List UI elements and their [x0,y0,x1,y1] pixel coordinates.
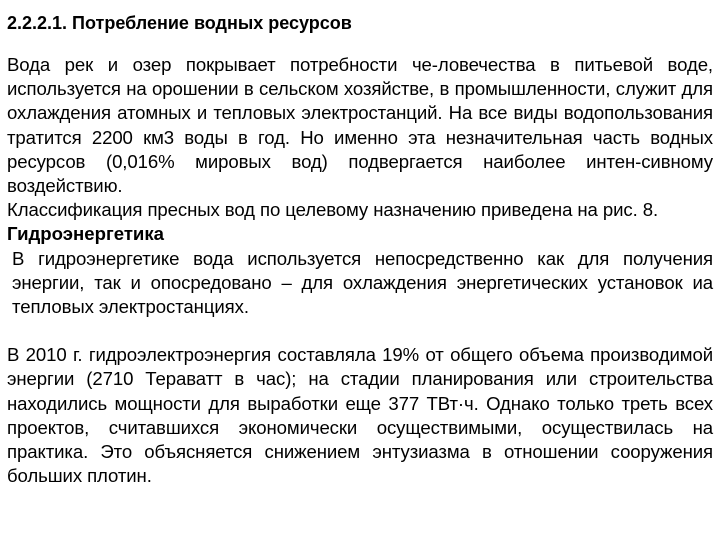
paragraph-water-consumption: Вода рек и озер покрывает потребности че-ловечества в питьевой воде, используется на орошении в сельском хозяйстве, в промышленности, служит для охлаждения атомных и тепловых электростанций. На все виды водопользования тратится 2200 км3 воды в год. Но именно эта незначительная часть водных ресурсов (0,016% мировых вод) подвергается наиболее интен-сивному воздействию. [7,54,713,197]
paragraph-classification: Классификация пресных вод по целевому назначению приведена на рис. 8. [7,199,659,221]
document-page [7,10,713,488]
paragraph-spacer [7,319,713,343]
paragraph-hydropower-statistics: В 2010 г. гидроэлектроэнергия составляла 19% от общего объема производимой энергии (2710 Тераватт в час); на стадии планирования или строительства находились мощности для выработки еще 377 ТВт·ч. Однако только треть всех проектов, считавшихся экономически осуществимыми, осуществилась на практика. Это объясняется снижением энтузиазма в отношении сооружения больших плотин. [7,344,713,487]
section-heading: 2.2.2.1. Потребление водных ресурсов [7,13,352,33]
paragraph-hydropower-usage: В гидроэнергетике вода используется непосредственно как для получения энергии, так и опосредовано – для охлаждения энергетических установок иа тепловых электростанциях. [12,247,713,318]
subheading-hydropower: Гидроэнергетика [7,223,165,245]
